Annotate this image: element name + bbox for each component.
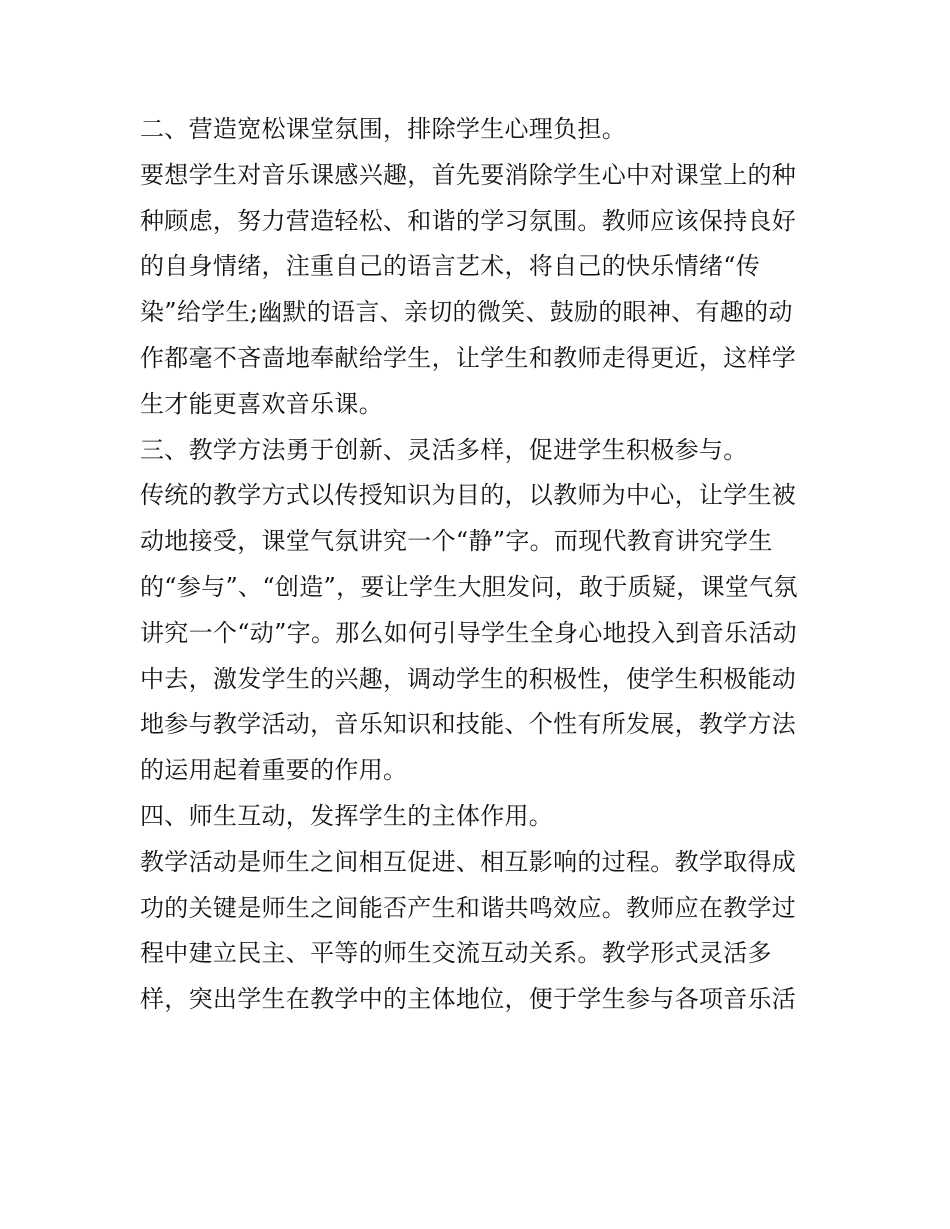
section-heading-4: 四、师生互动，发挥学生的主体作用。 xyxy=(140,801,554,830)
section-heading-3: 三、教学方法勇于创新、灵活多样，促进学生积极参与。 xyxy=(140,435,748,464)
paragraph-line: 染”给学生;幽默的语言、亲切的微笑、鼓励的眼神、有趣的动 xyxy=(140,298,793,327)
document-body xyxy=(140,107,820,1023)
paragraph-line: 种顾虑，努力营造轻松、和谐的学习氛围。教师应该保持良好 xyxy=(140,206,797,235)
paragraph-line: 动地接受，课堂气氛讲究一个“静”字。而现代教育讲究学生 xyxy=(140,527,773,556)
paragraph-line: 中去，激发学生的兴趣，调动学生的积极性，使学生积极能动 xyxy=(140,664,797,693)
paragraph-line: 的自身情绪，注重自己的语言艺术，将自己的快乐情绪“传 xyxy=(140,252,761,281)
paragraph-line: 作都毫不吝啬地奉献给学生，让学生和教师走得更近，这样学 xyxy=(140,343,797,372)
paragraph-line: 要想学生对音乐课感兴趣，首先要消除学生心中对课堂上的种 xyxy=(140,160,797,189)
paragraph-line: 功的关键是师生之间能否产生和谐共鸣效应。教师应在教学过 xyxy=(140,893,797,922)
paragraph-line: 的“参与”、“创造”，要让学生大胆发问，敢于质疑，课堂气氛 xyxy=(140,572,798,601)
paragraph-line: 的运用起着重要的作用。 xyxy=(140,756,408,785)
paragraph-line: 地参与教学活动，音乐知识和技能、个性有所发展，教学方法 xyxy=(140,710,797,739)
paragraph-line: 教学活动是师生之间相互促进、相互影响的过程。教学取得成 xyxy=(140,847,797,876)
paragraph-line: 程中建立民主、平等的师生交流互动关系。教学形式灵活多 xyxy=(140,939,772,968)
paragraph-line: 传统的教学方式以传授知识为目的，以教师为中心，让学生被 xyxy=(140,481,797,510)
paragraph-line: 生才能更喜欢音乐课。 xyxy=(140,389,383,418)
section-heading-2: 二、营造宽松课堂氛围，排除学生心理负担。 xyxy=(140,115,626,143)
paragraph-line: 讲究一个“动”字。那么如何引导学生全身心地投入到音乐活动 xyxy=(140,618,797,647)
paragraph-line: 样，突出学生在教学中的主体地位，便于学生参与各项音乐活 xyxy=(140,985,797,1014)
